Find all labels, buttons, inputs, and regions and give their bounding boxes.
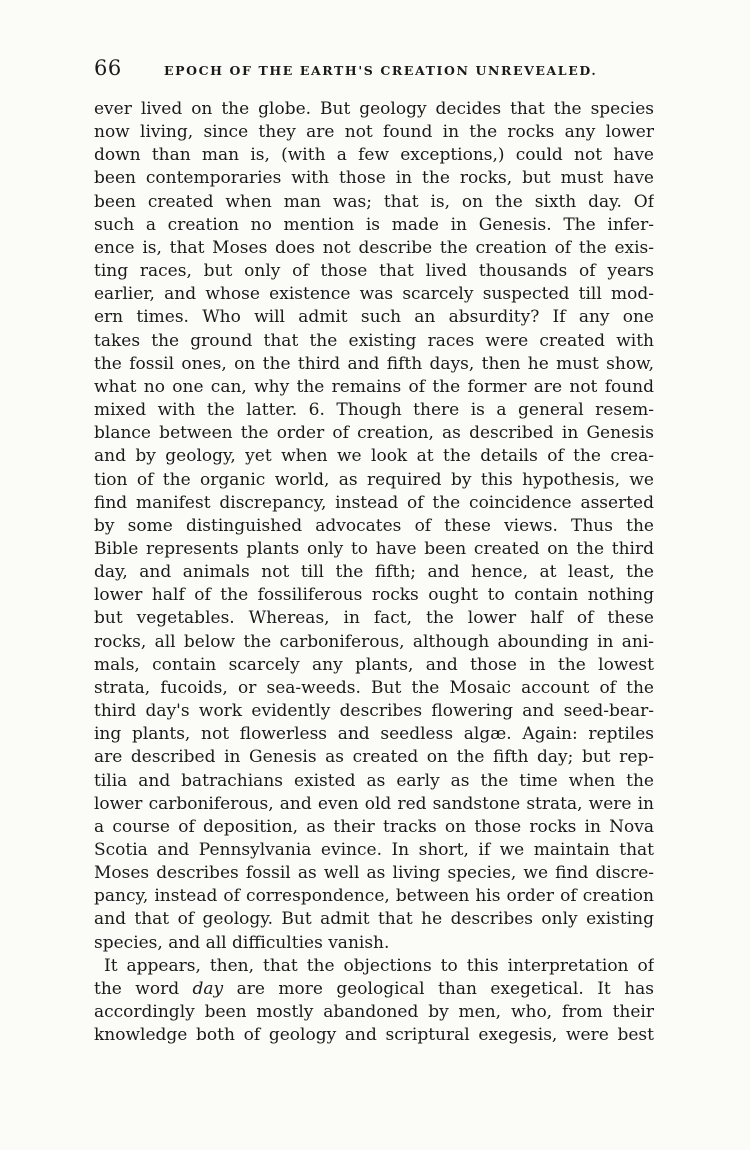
page-number: 66: [94, 56, 122, 80]
text-line: lower carboniferous, and even old red sandstone strata, were in: [94, 793, 654, 814]
text-line: mixed with the latter. 6. Though there is a general resem-: [94, 400, 654, 421]
text-line: tion of the organic world, as required by this hypothesis, we: [94, 469, 654, 490]
text-line: what no one can, why the remains of the former are not found: [94, 376, 654, 397]
text-line: knowledge both of geology and scriptural exegesis, were best: [94, 1025, 654, 1046]
paragraph-2: [94, 955, 654, 1048]
text-line: down than man is, (with a few exceptions,) could not have: [94, 145, 654, 166]
text-line: a course of deposition, as their tracks on those rocks in Nova: [94, 816, 654, 837]
text-line: earlier, and whose existence was scarcely suspected till mod-: [94, 284, 654, 305]
text-line: Scotia and Pennsylvania evince. In short, if we maintain that: [94, 840, 654, 860]
text-line: rocks, all below the carboniferous, although abounding in ani-: [94, 631, 654, 652]
text-line: been created when man was; that is, on the sixth day. Of: [94, 191, 654, 212]
text-line: third day's work evidently describes flowering and seed-bear-: [94, 701, 654, 722]
text-line: ern times. Who will admit such an absurdity? If any one: [94, 307, 654, 328]
text-line: ever lived on the globe. But geology decides that the species: [94, 99, 654, 119]
text-line: tilia and batrachians existed as early as the time when the: [94, 770, 654, 791]
text-line: the fossil ones, on the third and fifth days, then he must show,: [94, 353, 654, 374]
text-line: ting races, but only of those that lived thousands of years: [94, 261, 654, 282]
text-line: day, and animals not till the fifth; and hence, at least, the: [94, 562, 654, 583]
text-fragment: the word: [94, 978, 193, 999]
text-line: lower half of the fossiliferous rocks ought to contain nothing: [94, 585, 654, 606]
text-line: ence is, that Moses does not describe the creation of the exis-: [94, 237, 654, 258]
text-line: species, and all difficulties vanish.: [94, 932, 390, 953]
text-line: mals, contain scarcely any plants, and those in the lowest: [94, 654, 654, 675]
text-line: accordingly been mostly abandoned by men, who, from their: [94, 1002, 654, 1023]
text-line: Bible represents plants only to have been created on the third: [94, 538, 654, 559]
text-fragment: are more geological than exegetical. It has: [223, 978, 654, 999]
text-line: blance between the order of creation, as described in Genesis: [94, 423, 654, 444]
running-title: EPOCH OF THE EARTH'S CREATION UNREVEALED.: [164, 63, 598, 78]
paragraph-1: [94, 98, 654, 955]
text-line: and by geology, yet when we look at the details of the crea-: [94, 446, 654, 467]
text-line: strata, fucoids, or sea-weeds. But the Mosaic account of the: [94, 677, 654, 698]
text-line: It appears, then, that the objections to this interpretation of: [104, 955, 654, 976]
text-line: are described in Genesis as created on the fifth day; but rep-: [94, 747, 654, 768]
text-line: pancy, instead of correspondence, between his order of creation: [94, 886, 654, 907]
text-line: by some distinguished advocates of these views. Thus the: [94, 515, 654, 536]
text-line: takes the ground that the existing races were created with: [94, 330, 654, 351]
text-line: been contemporaries with those in the rocks, but must have: [94, 168, 654, 189]
text-line: Moses describes fossil as well as living species, we find discre-: [94, 863, 654, 884]
text-line: but vegetables. Whereas, in fact, the lower half of these: [94, 608, 654, 629]
text-line: ing plants, not flowerless and seedless algæ. Again: reptiles: [94, 724, 654, 745]
book-page: [94, 56, 654, 1047]
text-line: find manifest discrepancy, instead of the coincidence asserted: [94, 492, 654, 513]
text-line: [94, 978, 654, 1001]
italic-word: day: [192, 978, 224, 999]
text-line: now living, since they are not found in the rocks any lower: [94, 122, 654, 143]
text-line: and that of geology. But admit that he describes only existing: [94, 909, 654, 930]
running-head: [94, 56, 654, 86]
text-line: such a creation no mention is made in Genesis. The infer-: [94, 214, 654, 235]
body-text: [94, 98, 654, 1047]
